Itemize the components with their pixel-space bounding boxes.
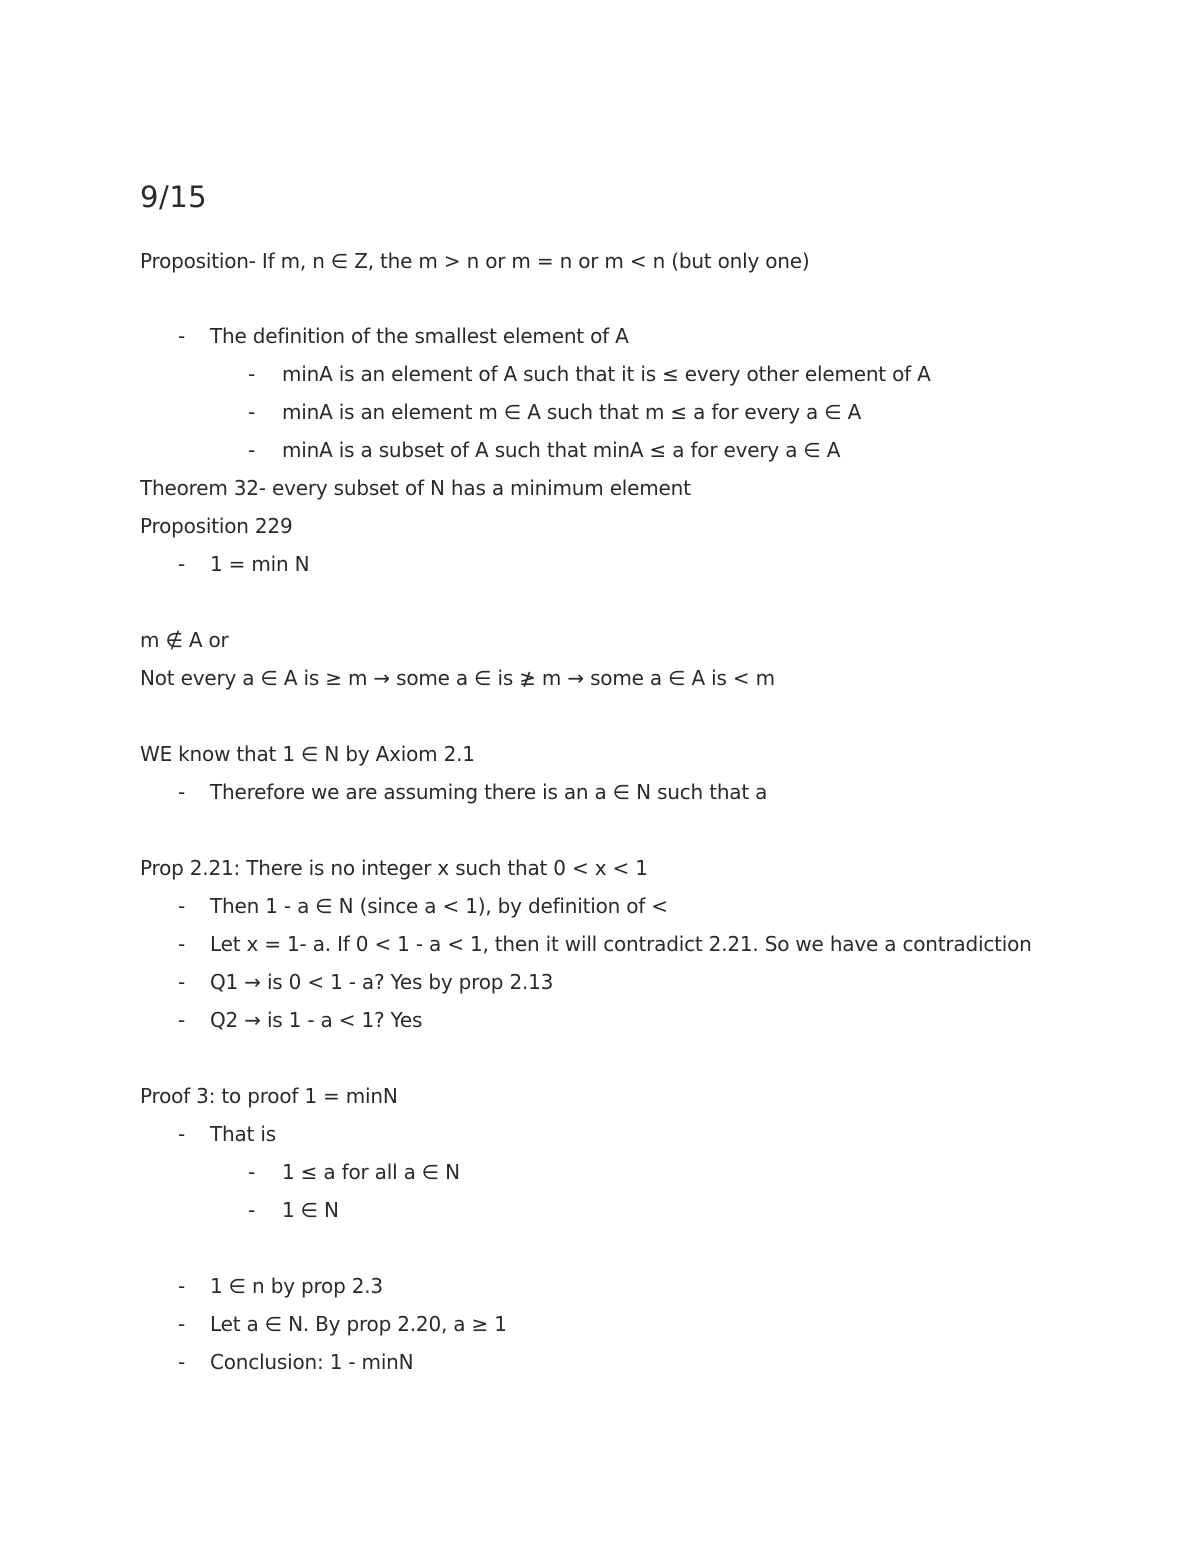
note-bullet: - 1 ∈ n by prop 2.3 — [178, 1274, 383, 1298]
note-bullet: - Q2 → is 1 - a < 1? Yes — [178, 1008, 423, 1032]
bullet-dash-icon: - — [178, 1008, 186, 1032]
note-line: WE know that 1 ∈ N by Axiom 2.1 — [140, 742, 475, 766]
note-bullet: - The definition of the smallest element of A — [178, 324, 629, 348]
bullet-dash-icon: - — [178, 1122, 186, 1146]
note-bullet: - Therefore we are assuming there is an a ∈ N such that a — [178, 780, 768, 804]
note-line: Prop 2.21: There is no integer x such that 0 < x < 1 — [140, 856, 648, 880]
note-line: m ∉ A or — [140, 628, 229, 652]
note-sub-bullet: - 1 ≤ a for all a ∈ N — [248, 1160, 460, 1184]
bullet-dash-icon: - — [178, 1274, 186, 1298]
bullet-dash-icon: - — [178, 894, 186, 918]
note-bullet: - Let x = 1- a. If 0 < 1 - a < 1, then it will contradict 2.21. So we have a contradiction — [178, 932, 1032, 956]
note-line: Proof 3: to proof 1 = minN — [140, 1084, 398, 1108]
bullet-dash-icon: - — [178, 552, 186, 576]
note-sub-bullet: - minA is an element of A such that it is ≤ every other element of A — [248, 362, 931, 386]
note-bullet: - Q1 → is 0 < 1 - a? Yes by prop 2.13 — [178, 970, 554, 994]
note-sub-bullet: - 1 ∈ N — [248, 1198, 339, 1222]
note-sub-bullet: - minA is an element m ∈ A such that m ≤ a for every a ∈ A — [248, 400, 862, 424]
note-bullet: - 1 = min N — [178, 552, 310, 576]
bullet-dash-icon: - — [178, 1350, 186, 1374]
bullet-dash-icon: - — [178, 1312, 186, 1336]
note-date: 9/15 — [140, 180, 208, 214]
note-bullet: - That is — [178, 1122, 276, 1146]
bullet-dash-icon: - — [178, 970, 186, 994]
bullet-dash-icon: - — [178, 324, 186, 348]
bullet-dash-icon: - — [248, 1198, 256, 1222]
bullet-dash-icon: - — [178, 932, 186, 956]
note-line: Not every a ∈ A is ≥ m → some a ∈ is ≱ m → some a ∈ A is < m — [140, 666, 775, 690]
bullet-dash-icon: - — [248, 1160, 256, 1184]
note-line: Theorem 32- every subset of N has a minimum element — [140, 476, 691, 500]
bullet-dash-icon: - — [248, 362, 256, 386]
bullet-dash-icon: - — [248, 400, 256, 424]
note-line: Proposition 229 — [140, 514, 293, 538]
bullet-dash-icon: - — [248, 438, 256, 462]
note-bullet: - Conclusion: 1 - minN — [178, 1350, 414, 1374]
note-bullet: - Then 1 - a ∈ N (since a < 1), by definition of < — [178, 894, 668, 918]
note-bullet: - Let a ∈ N. By prop 2.20, a ≥ 1 — [178, 1312, 507, 1336]
note-sub-bullet: - minA is a subset of A such that minA ≤ a for every a ∈ A — [248, 438, 841, 462]
bullet-dash-icon: - — [178, 780, 186, 804]
note-line: Proposition- If m, n ∈ Z, the m > n or m = n or m < n (but only one) — [140, 249, 810, 273]
